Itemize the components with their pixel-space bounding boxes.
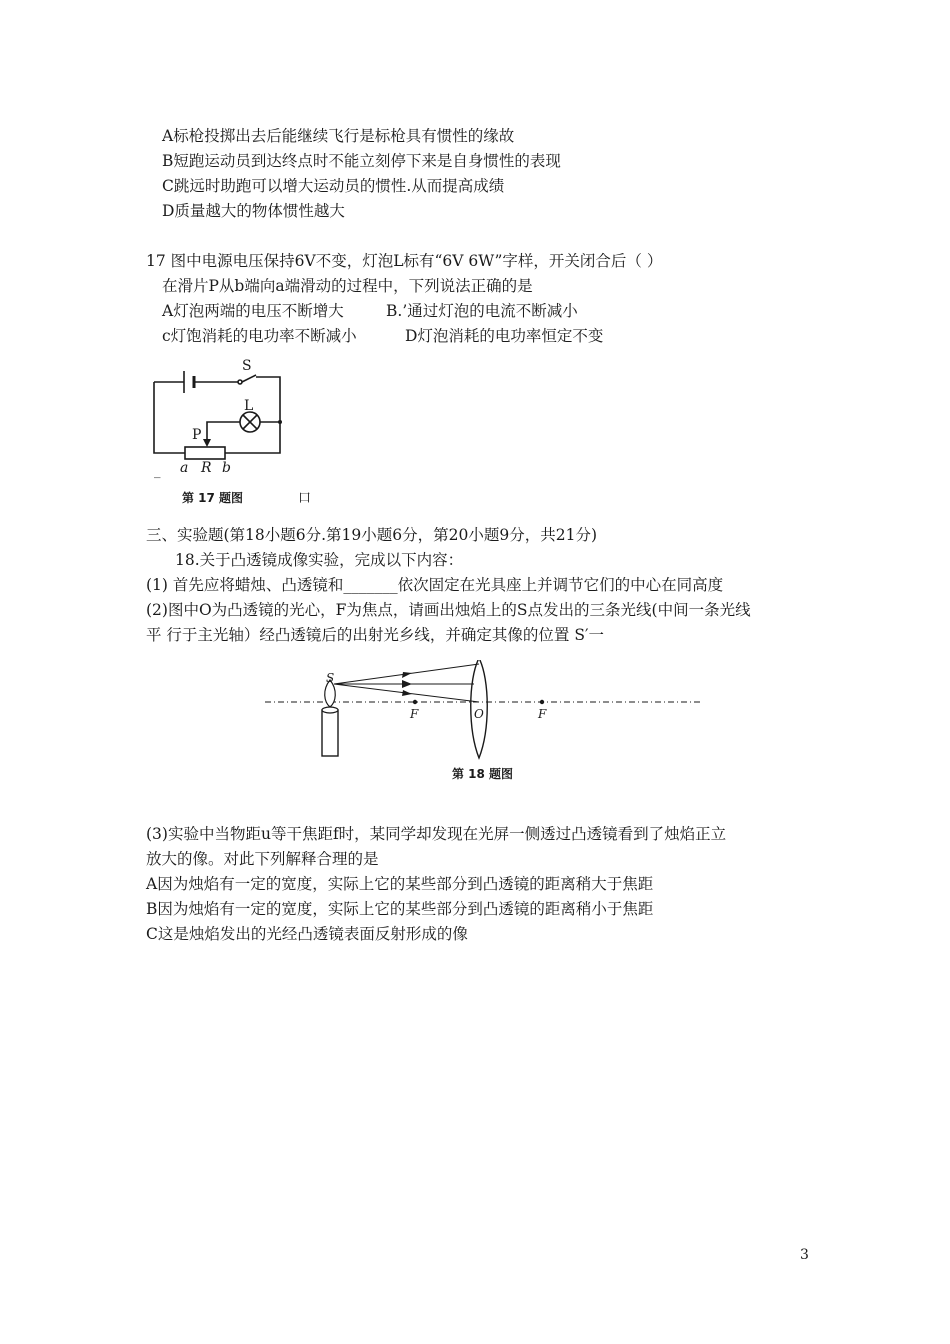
label-end-a: a — [180, 460, 189, 476]
focal-point-left — [413, 700, 417, 704]
section3-title: 三、实验题(第18小题6分.第19小题6分，第20小题9分，共21分) — [146, 526, 598, 544]
label-point-s: S — [326, 671, 335, 685]
q16-option-a: A标枪投掷出去后能继续飞行是标枪具有惯性的缘故 — [162, 127, 515, 145]
circuit-wire-top-right — [256, 377, 280, 422]
slider-arrowhead — [203, 439, 211, 447]
label-switch-s: S — [242, 358, 252, 374]
q16-option-c: C跳远时助跑可以增大运动员的惯性.从而提高成绩 — [162, 177, 505, 195]
label-resistor-r: R — [201, 460, 212, 476]
q18-option-a: A因为烛焰有一定的宽度，实际上它的某些部分到凸透镜的距离稍大于焦距 — [146, 875, 654, 893]
q18-part1: (1) 首先应将蜡烛、凸透镜和_______依次固定在光具座上并调节它们的中心在同高度 — [146, 576, 724, 594]
q18-stem: 18.关于凸透镜成像实验，完成以下内容： — [175, 551, 464, 569]
q17-option-b: B.’通过灯泡的电流不断减小 — [386, 302, 578, 320]
q17-figure-caption: 第 17 题图 — [182, 491, 244, 505]
q18-part2-line1: (2)图中O为凸透镜的光心，F为焦点，请画出烛焰上的S点发出的三条光线(中间一条光线 — [146, 601, 751, 619]
q18-option-c: C这是烛焰发出的光经凸透镜表面反射形成的像 — [146, 925, 468, 943]
label-optical-center: O — [474, 707, 484, 721]
label-slider-p: P — [192, 427, 202, 443]
q17-box-glyph: 口 — [298, 491, 312, 506]
q18-part3-line2: 放大的像。对此下列解释合理的是 — [146, 850, 379, 868]
label-focus-right: F — [538, 707, 547, 721]
q17-option-c: c灯饱消耗的电功率不断减小 — [162, 327, 357, 345]
q18-part2-line2: 平 行于主光轴）经凸透镜后的出射光乡线，并确定其像的位置 S′一 — [146, 626, 604, 644]
candle-top — [322, 707, 338, 713]
page-number: 3 — [800, 1247, 809, 1263]
stray-dash: _ — [154, 464, 161, 479]
q18-option-b: B因为烛焰有一定的宽度，实际上它的某些部分到凸透镜的距离稍小于焦距 — [146, 900, 654, 918]
lens-diagram — [260, 660, 710, 760]
circuit-wire-right-bottom — [225, 422, 280, 453]
q17-option-a: A灯泡两端的电压不断增大 — [162, 302, 344, 320]
q17-stem-line2: 在滑片P从b端向a端滑动的过程中，下列说法正确的是 — [162, 277, 533, 295]
junction-dot — [278, 420, 282, 424]
q17-stem-line1: 17 图中电源电压保持6V不变，灯泡L标有“6V 6W”字样，开关闭合后（ ） — [146, 252, 663, 270]
q17-option-d: D灯泡消耗的电功率恒定不变 — [405, 327, 604, 345]
label-end-b: b — [222, 460, 231, 476]
circuit-wire-left — [154, 382, 185, 453]
label-focus-left: F — [410, 707, 419, 721]
q18-figure-caption: 第 18 题图 — [452, 767, 514, 781]
rheostat-body — [185, 447, 225, 459]
label-lamp-l: L — [244, 398, 254, 414]
q18-part3-line1: (3)实验中当物距u等干焦距f时，某同学却发现在光屏一侧透过凸透镜看到了烛焰正立 — [146, 825, 727, 843]
candle-body — [322, 710, 338, 756]
focal-point-right — [540, 700, 544, 704]
q16-option-d: D质量越大的物体惯性越大 — [162, 202, 345, 220]
q16-option-b: B短跑运动员到达终点时不能立刻停下来是自身惯性的表现 — [162, 152, 561, 170]
switch-blade — [242, 375, 256, 382]
switch-left-terminal — [238, 380, 242, 384]
ray-middle-arrow — [402, 680, 412, 688]
ray-top-arrow — [402, 672, 412, 678]
circuit-diagram — [140, 355, 300, 490]
circuit-wire-lamp-to-slider — [207, 422, 240, 441]
